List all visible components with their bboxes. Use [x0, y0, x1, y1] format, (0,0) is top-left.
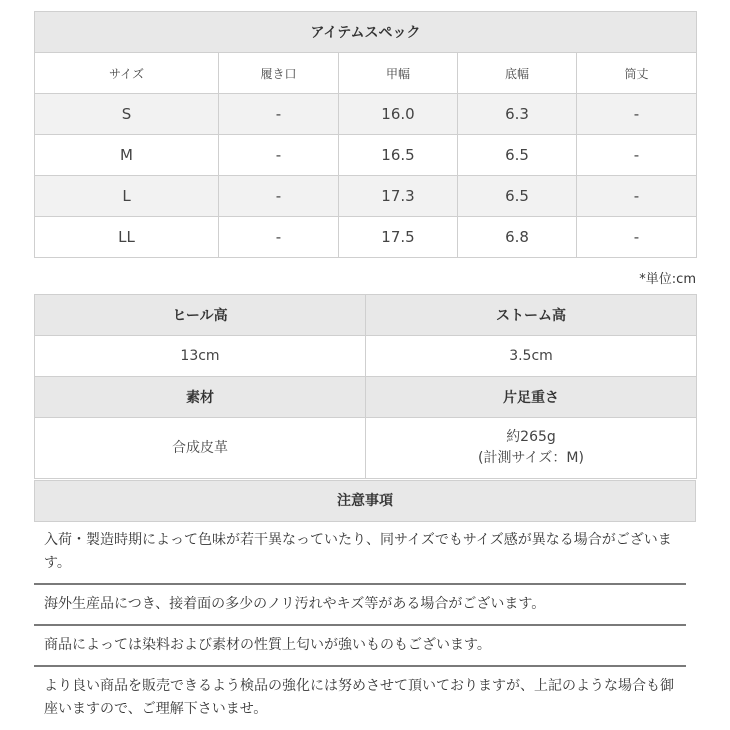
cell-size: M [35, 135, 219, 176]
weight-value [366, 418, 697, 479]
table-row [35, 217, 697, 258]
cell-instep-width: 16.5 [339, 135, 458, 176]
table-row [35, 176, 697, 217]
cell-shaft-height: - [577, 217, 697, 258]
unit-note: *単位:cm [639, 272, 696, 287]
product-info-table [34, 294, 697, 479]
cell-sole-width: 6.8 [458, 217, 577, 258]
cell-sole-width: 6.3 [458, 94, 577, 135]
heel-height-value: 13cm [35, 336, 366, 377]
spec-header-row [35, 53, 697, 94]
cell-sole-width: 6.5 [458, 135, 577, 176]
weight-amount: 約265g [506, 429, 556, 445]
item-spec-table [34, 11, 697, 258]
list-item: 商品によっては染料および素材の性質上匂いが強いものもございます。 [34, 626, 686, 667]
cell-opening: - [219, 217, 339, 258]
header-sole-width: 底幅 [458, 53, 577, 94]
cell-opening: - [219, 135, 339, 176]
cell-opening: - [219, 94, 339, 135]
header-instep-width: 甲幅 [339, 53, 458, 94]
weight-label: 片足重さ [366, 377, 697, 418]
material-label: 素材 [35, 377, 366, 418]
cell-size: L [35, 176, 219, 217]
cell-instep-width: 17.5 [339, 217, 458, 258]
table-row [35, 135, 697, 176]
cell-instep-width: 16.0 [339, 94, 458, 135]
storm-height-value: 3.5cm [366, 336, 697, 377]
cell-size: S [35, 94, 219, 135]
notes-list [34, 521, 686, 729]
cell-opening: - [219, 176, 339, 217]
cell-instep-width: 17.3 [339, 176, 458, 217]
header-shaft-height: 筒丈 [577, 53, 697, 94]
heel-height-label: ヒール高 [35, 295, 366, 336]
spec-table-title: アイテムスペック [35, 12, 697, 53]
notes-title: 注意事項 [35, 481, 695, 522]
header-opening: 履き口 [219, 53, 339, 94]
cell-size: LL [35, 217, 219, 258]
notes-section [34, 480, 696, 522]
list-item: より良い商品を販売できるよう検品の強化には努めさせて頂いておりますが、上記のような場合も御座いますので、ご理解下さいませ。 [44, 678, 674, 717]
storm-height-label: ストーム高 [366, 295, 697, 336]
material-value: 合成皮革 [35, 418, 366, 479]
header-size: サイズ [35, 53, 219, 94]
cell-shaft-height: - [577, 135, 697, 176]
cell-sole-width: 6.5 [458, 176, 577, 217]
table-row [35, 94, 697, 135]
weight-measured-size: (計測サイズ：M) [478, 450, 584, 466]
cell-shaft-height: - [577, 94, 697, 135]
list-item: 入荷・製造時期によって色味が若干異なっていたり、同サイズでもサイズ感が異なる場合がございます。 [34, 521, 686, 585]
list-item: 海外生産品につき、接着面の多少のノリ汚れやキズ等がある場合がございます。 [34, 585, 686, 626]
cell-shaft-height: - [577, 176, 697, 217]
